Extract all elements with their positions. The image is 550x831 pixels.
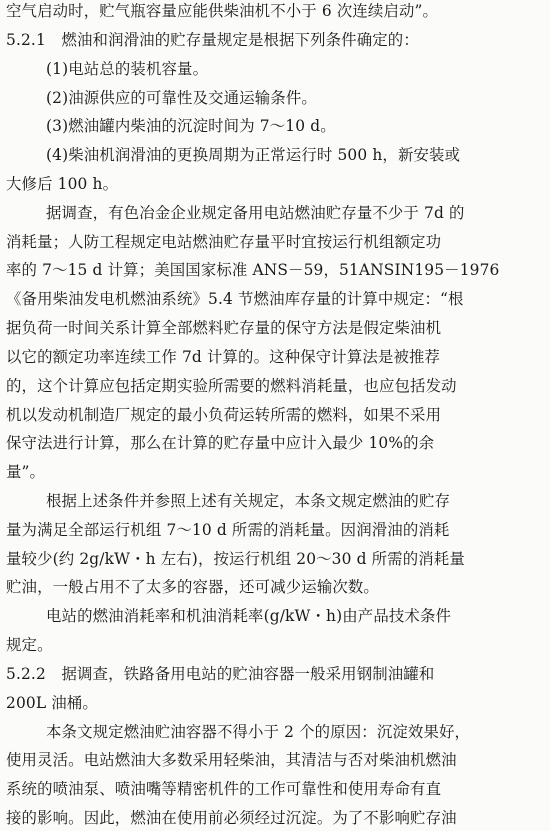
text-line: 消耗量；人防工程规定电站燃油贮存量平时宜按运行机组额定功 xyxy=(6,232,442,251)
text-line: 的，这个计算应包括定期实验所需要的燃料消耗量，也应包括发动 xyxy=(6,376,457,395)
text-line: 200L 油桶。 xyxy=(6,693,98,712)
text-line: 量为满足全部运行机组 7～10 d 所需的消耗量。因润滑油的消耗 xyxy=(6,520,450,539)
paragraph-first-line: 据调查，有色冶金企业规定备用电站燃油贮存量不少于 7d 的 xyxy=(46,203,465,222)
section-heading-5-2-2: 5.2.2 据调查，铁路备用电站的贮油容器一般采用钢制油罐和 xyxy=(6,664,435,683)
paragraph-first-line: 电站的燃油消耗率和机油消耗率(g/kW・h)由产品技术条件 xyxy=(46,607,452,626)
text-line: 以它的额定功率连续工作 7d 计算的。这种保守计算法是被推荐 xyxy=(6,347,441,366)
section-heading-5-2-1: 5.2.1 燃油和润滑油的贮存量规定是根据下列条件确定的： xyxy=(6,30,419,49)
paragraph-first-line: 本条文规定燃油贮油容器不得小于 2 个的原因：沉淀效果好， xyxy=(46,722,471,741)
text-line: 贮油，一般占用不了太多的容器，还可减少运输次数。 xyxy=(6,578,379,597)
text-line: 机以发动机制造厂规定的最小负荷运转所需的燃料，如果不采用 xyxy=(6,405,442,424)
text-line: 率的 7～15 d 计算；美国国家标准 ANS－59，51ANSIN195－1976 xyxy=(6,261,500,280)
paragraph-first-line: 根据上述条件并参照上述有关规定，本条文规定燃油的贮存 xyxy=(46,492,451,510)
list-item: (4)柴油机润滑油的更换周期为正常运行时 500 h，新安装或 xyxy=(46,146,461,165)
text-line: 据负荷一时间关系计算全部燃料贮存量的保守方法是假定柴油机 xyxy=(6,319,442,337)
list-item: (2)油源供应的可靠性及交通运输条件。 xyxy=(46,88,317,107)
text-line: 使用灵活。电站燃油大多数采用轻柴油，其清洁与否对柴油机燃油 xyxy=(6,751,457,770)
text-line: 规定。 xyxy=(6,636,53,655)
text-line: 量”。 xyxy=(6,463,46,482)
text-line: 《备用柴油发电机燃油系统》5.4 节燃油库存量的计算中规定：“根 xyxy=(6,290,464,309)
text-line: 空气启动时，贮气瓶容量应能供柴油机不小于 6 次连续启动”。 xyxy=(6,2,439,20)
list-item: (3)燃油罐内柴油的沉淀时间为 7～10 d。 xyxy=(46,117,336,136)
text-line: 保守法进行计算，那么在计算的贮存量中应计入最少 10%的余 xyxy=(6,434,435,453)
text-line: 量较少(约 2g/kW・h 左右)，按运行机组 20～30 d 所需的消耗量 xyxy=(6,549,465,568)
text-line: 接的影响。因此，燃油在使用前必须经过沉淀。为了不影响贮存油 xyxy=(6,809,457,827)
list-item: (1)电站总的装机容量。 xyxy=(46,59,209,78)
text-line: 大修后 100 h。 xyxy=(6,174,119,193)
text-line: 系统的喷油泵、喷油嘴等精密机件的工作可靠性和使用寿命有直 xyxy=(6,780,442,799)
